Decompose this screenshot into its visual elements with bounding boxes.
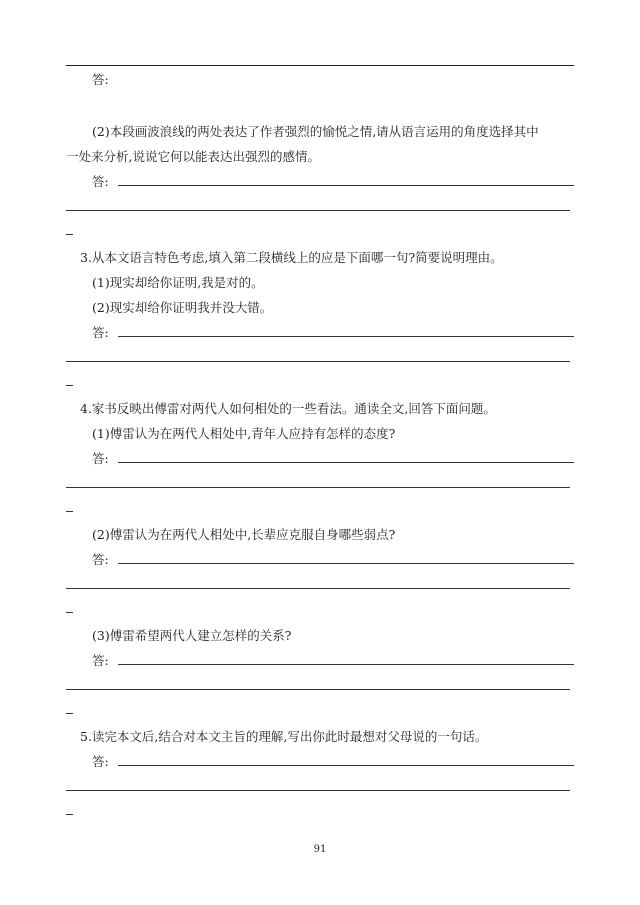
answer-line-q5-1[interactable]	[118, 765, 574, 766]
answer-label-q4-1: 答:	[92, 451, 109, 466]
answer-label-q4-2: 答:	[92, 552, 109, 567]
answer-line-q4-2a[interactable]	[118, 563, 574, 564]
answer-line-q5-2[interactable]	[66, 790, 570, 791]
header-rule	[66, 65, 574, 66]
answer-line-q4-1a[interactable]	[118, 462, 574, 463]
answer-line-q4-2-end	[66, 612, 73, 613]
page-number: 91	[313, 844, 327, 855]
q3-option-2: (2)现实却给你证明我并没大错。	[92, 300, 273, 315]
q4-sub-2: (2)傅雷认为在两代人相处中,长辈应克服自身哪些弱点?	[92, 527, 396, 542]
answer-line-q5-end	[66, 814, 73, 815]
answer-line-q4-3b[interactable]	[66, 689, 570, 690]
answer-line-q2-2[interactable]	[66, 210, 570, 211]
q3-stem: 3.从本文语言特色考虑,填入第二段横线上的应是下面哪一句?简要说明理由。	[80, 250, 503, 265]
q4-sub-3: (3)傅雷希望两代人建立怎样的关系?	[92, 628, 292, 643]
answer-label-q3: 答:	[92, 325, 109, 340]
answer-line-q4-2b[interactable]	[66, 588, 570, 589]
q5-stem: 5.读完本文后,结合对本文主旨的理解,写出你此时最想对父母说的一句话。	[80, 729, 488, 744]
answer-line-q3-end	[66, 385, 73, 386]
answer-line-q4-3a[interactable]	[118, 664, 574, 665]
answer-line-q4-1b[interactable]	[66, 487, 570, 488]
answer-label-q2: 答:	[92, 174, 109, 189]
answer-label-q5: 答:	[92, 754, 109, 769]
answer-label-q4-3: 答:	[92, 653, 109, 668]
q2-part2-line2: 一处来分析,说说它何以能表达出强烈的感情。	[66, 149, 320, 164]
answer-line-q4-1-end	[66, 511, 73, 512]
q4-sub-1: (1)傅雷认为在两代人相处中,青年人应持有怎样的态度?	[92, 426, 396, 441]
answer-line-q3-1[interactable]	[118, 336, 574, 337]
answer-line-q4-3-end	[66, 713, 73, 714]
answer-line-q3-2[interactable]	[66, 361, 570, 362]
answer-line-q2-end	[66, 234, 73, 235]
q4-stem: 4.家书反映出傅雷对两代人如何相处的一些看法。通读全文,回答下面问题。	[80, 401, 496, 416]
answer-line-q2-1[interactable]	[118, 185, 574, 186]
q3-option-1: (1)现实却给你证明,我是对的。	[92, 275, 264, 290]
q2-part2-line1: (2)本段画波浪线的两处表达了作者强烈的愉悦之情,请从语言运用的角度选择其中	[92, 124, 539, 139]
answer-label-prev: 答:	[92, 72, 109, 87]
